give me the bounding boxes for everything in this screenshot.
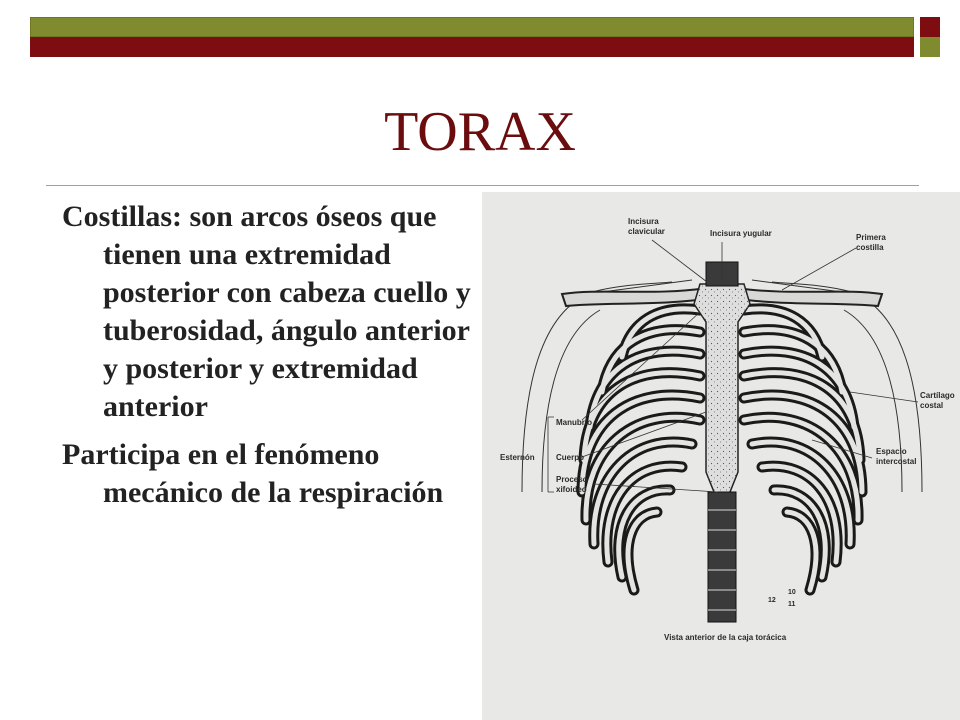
- label-primera-costilla: Primera: [856, 233, 886, 242]
- label-primera-costilla-2: costilla: [856, 243, 884, 252]
- decorative-header-bars: [0, 0, 960, 70]
- bullet-list: [62, 198, 474, 522]
- header-red-bar: [30, 37, 914, 57]
- title-divider: [46, 185, 919, 186]
- label-rib-12: 12: [768, 597, 776, 604]
- label-cartilago-costal-2: costal: [920, 401, 944, 410]
- rib-cage-drawing: [482, 192, 960, 720]
- label-incisura-yugular: Incisura yugular: [710, 229, 772, 238]
- label-espacio-intercostal: Espacio: [876, 447, 907, 456]
- label-proceso-xifoideo-2: xifoideo: [556, 485, 587, 494]
- label-proceso-xifoideo: Proceso: [556, 475, 588, 484]
- label-cuerpo: Cuerpo: [556, 453, 584, 462]
- header-green-bar: [30, 17, 914, 37]
- header-green-square: [920, 37, 940, 57]
- label-rib-11: 11: [788, 601, 796, 608]
- header-red-square: [920, 17, 940, 37]
- label-incisura-clavicular-2: clavicular: [628, 227, 665, 236]
- bullet-item-respiracion: Participa en el fenómeno mecánico de la respiración: [62, 438, 444, 509]
- figure-caption: Vista anterior de la caja torácica: [664, 633, 787, 642]
- label-esternon: Esternón: [500, 453, 535, 462]
- label-incisura-clavicular: Incisura: [628, 217, 659, 226]
- bullet-item-costillas: Costillas: son arcos óseos que tienen una extremidad posterior con cabeza cuello y tuberosidad, ángulo anterior y posterior y extremidad anterior: [62, 200, 471, 423]
- label-rib-10: 10: [788, 589, 796, 596]
- slide-title: TORAX: [384, 101, 576, 163]
- thorax-illustration: [482, 192, 960, 720]
- label-cartilago-costal: Cartílago: [920, 391, 955, 400]
- label-manubrio: Manubrio: [556, 418, 592, 427]
- label-espacio-intercostal-2: intercostal: [876, 457, 917, 466]
